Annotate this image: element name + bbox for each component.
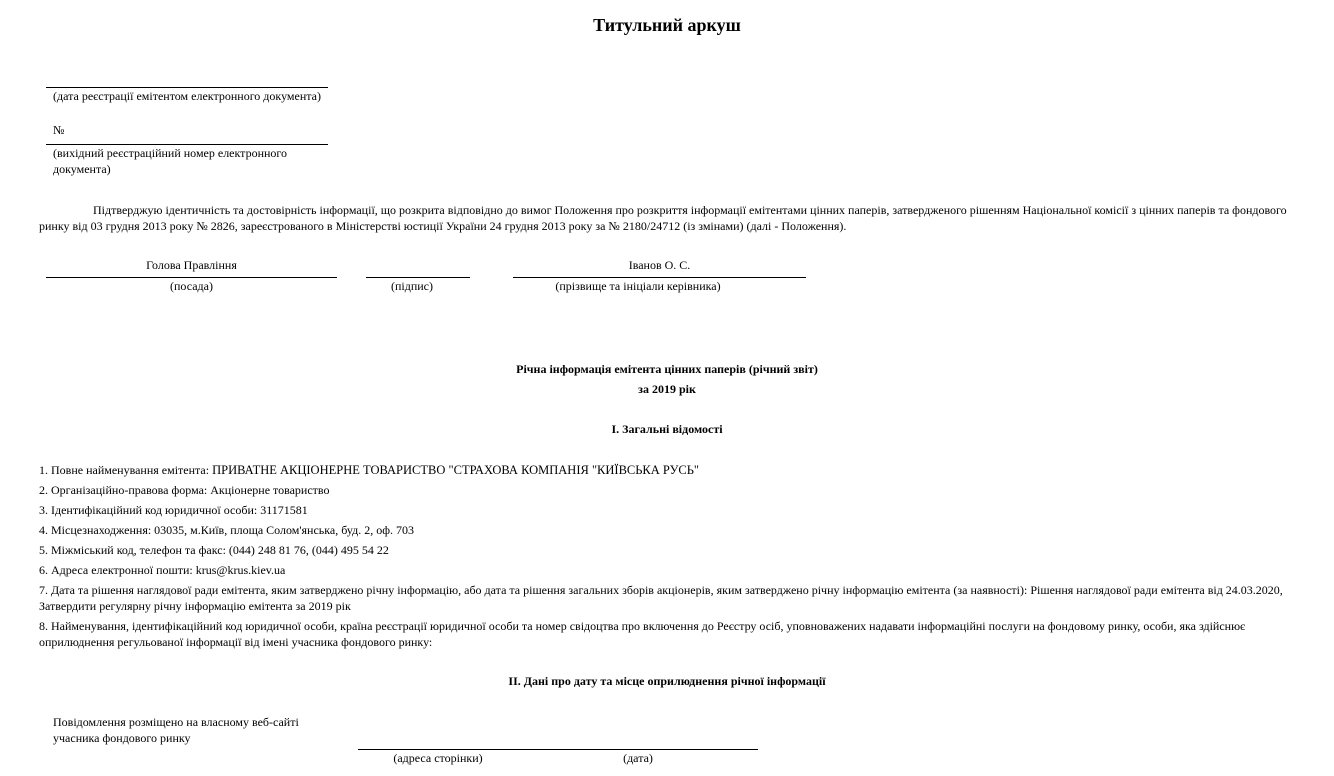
info-item-5 bbox=[39, 542, 1299, 558]
info-item-value: Акціонерне товариство bbox=[210, 483, 330, 497]
info-item-2 bbox=[39, 482, 1299, 498]
registration-number-sign: № bbox=[53, 123, 65, 137]
info-item-label: 3. Ідентифікаційний код юридичної особи: bbox=[39, 503, 261, 517]
page-title: Титульний аркуш bbox=[593, 15, 741, 35]
info-item-label: 2. Організаційно-правова форма: bbox=[39, 483, 211, 497]
section-1-heading: I. Загальні відомості bbox=[611, 422, 723, 436]
info-item-label: 6. Адреса електронної пошти: bbox=[39, 563, 196, 577]
notice-text: Повідомлення розміщено на власному веб-сайті учасника фондового ринку bbox=[53, 715, 299, 745]
info-item-label: 7. Дата та рішення наглядової ради емітента, яким затверджено річну інформацію, або дата та рішення загальних зборів акціонерів, яким затверджено річну інформацію емітента (за наявності): bbox=[39, 583, 1031, 597]
position-line bbox=[46, 277, 337, 278]
info-item-value: 31171581 bbox=[260, 503, 308, 517]
signature-line bbox=[366, 277, 470, 278]
page-address-label: (адреса сторінки) bbox=[393, 751, 483, 765]
position-value: Голова Правління bbox=[146, 258, 237, 272]
info-item-6 bbox=[39, 562, 1299, 578]
info-item-value: ПРИВАТНЕ АКЦIОНЕРНЕ ТОВАРИСТВО "СТРАХОВА КОМПАНIЯ "КИЇВСЬКА РУСЬ" bbox=[212, 463, 700, 477]
info-item-3 bbox=[39, 502, 1299, 518]
publication-date-label: (дата) bbox=[623, 751, 653, 765]
info-item-label: 8. Найменування, ідентифікаційний код юридичної особи, країна реєстрації юридичної особи та номер свідоцтва про включення до Реєстру осіб, уповноважених надавати інформаційні послуги на фондовому ринку, особи, яка здійснює оприлюднення регульованої інформації від імені учасника фондового ринку: bbox=[39, 619, 1246, 649]
report-period: за 2019 рік bbox=[638, 382, 696, 396]
manager-name-value: Іванов О. С. bbox=[628, 258, 691, 272]
section-2-heading: II. Дані про дату та місце оприлюднення річної інформації bbox=[508, 674, 826, 688]
publication-line bbox=[358, 749, 758, 750]
signature-label: (підпис) bbox=[390, 279, 434, 293]
info-item-7 bbox=[39, 582, 1299, 614]
manager-name-line bbox=[513, 277, 806, 278]
manager-name-label: (прізвище та ініціали керівника) bbox=[555, 279, 721, 293]
report-heading: Річна інформація емітента цінних паперів (річний звіт) bbox=[516, 362, 818, 376]
info-item-value: Рiшення наглядової ради емiтента від 24.03.2020, Затвердити регулярну рiчну iнформацiю емiтента за 2019 рiк bbox=[39, 583, 1283, 613]
position-label: (посада) bbox=[170, 279, 213, 293]
registration-number-label: (вихідний реєстраційний номер електронного документа) bbox=[53, 146, 288, 176]
info-item-value: 03035, м.Київ, площа Солом'янська, буд. 2, оф. 703 bbox=[154, 523, 415, 537]
info-item-4 bbox=[39, 522, 1299, 538]
registration-date-label: (дата реєстрації емітентом електронного документа) bbox=[53, 89, 321, 103]
info-item-label: 4. Місцезнаходження: bbox=[39, 523, 155, 537]
confirmation-text: Підтверджую ідентичність та достовірність інформації, що розкрита відповідно до вимог Положення про розкриття інформації емітентами цінних паперів, затвердженого рішенням Національної комісії з цінних паперів та фондового ринку від 03 грудня 2013 року № 2826, зареєстрованого в Міністерстві юстиції України 24 грудня 2013 року за № 2180/24712 (із змінами) (далі - Положення). bbox=[39, 203, 1287, 233]
info-item-value: krus@krus.kiev.ua bbox=[195, 563, 286, 577]
info-item-value: (044) 248 81 76, (044) 495 54 22 bbox=[228, 543, 389, 557]
info-item-8 bbox=[39, 618, 1299, 650]
info-item-1 bbox=[39, 462, 1299, 478]
info-item-label: 5. Міжміський код, телефон та факс: bbox=[39, 543, 229, 557]
info-item-label: 1. Повне найменування емітента: bbox=[39, 463, 213, 477]
